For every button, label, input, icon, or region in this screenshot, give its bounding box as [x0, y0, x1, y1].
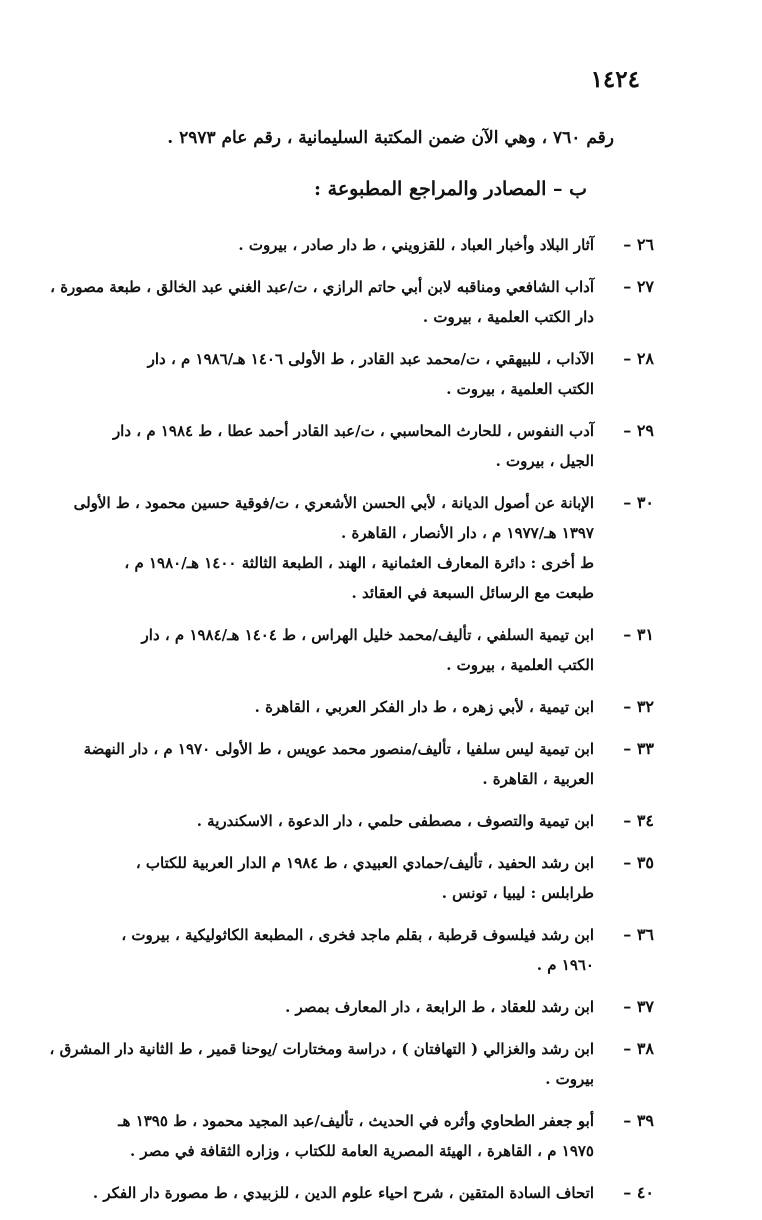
section-heading: ب – المصادر والمراجع المطبوعة :	[314, 178, 587, 200]
entry-number: ٣٩ –	[623, 1111, 654, 1130]
entry-line: ابن تيمية السلفي ، تأليف/محمد خليل الهراس ، ط ١٤٠٤ هـ/١٩٨٤ م ، دار	[141, 626, 594, 644]
entry-line: الجيل ، بيروت .	[495, 452, 594, 470]
entry-line: دار الكتب العلمية ، بيروت .	[422, 308, 594, 326]
entry-line: ١٩٧٥ م ، القاهرة ، الهيئة المصرية العامة للكتاب ، وزاره الثقافة في مصر .	[129, 1142, 594, 1160]
bibliography-entry	[94, 848, 654, 908]
bibliography-entry	[50, 272, 654, 332]
entry-line: آدب النفوس ، للحارث المحاسبي ، ت/عبد القادر أحمد عطا ، ط ١٩٨٤ م ، دار	[112, 422, 594, 440]
entry-line: ابن تيمية ليس سلفيا ، تأليف/منصور محمد عويس ، ط الأولى ١٩٧٠ م ، دار النهضة	[83, 740, 594, 758]
entry-number: ٢٧ –	[623, 277, 654, 296]
bibliography-entry	[94, 920, 654, 980]
entry-line: ابن تيمية والتصوف ، مصطفى حلمي ، دار الدعوة ، الاسكندرية .	[196, 812, 594, 830]
bibliography-entry	[83, 734, 654, 794]
entry-number: ٢٩ –	[623, 421, 654, 440]
entry-line: ط أخرى : دائرة المعارف العثمانية ، الهند ، الطبعة الثالثة ١٤٠٠ هـ/١٩٨٠ م ،	[124, 554, 594, 572]
entry-number: ٢٦ –	[623, 235, 654, 254]
entry-line: العربية ، القاهرة .	[482, 770, 594, 788]
page-number: ١٤٢٤	[590, 66, 640, 93]
entry-line: الكتب العلمية ، بيروت .	[446, 380, 594, 398]
bibliography-entry	[94, 1106, 654, 1166]
bibliography-entry	[94, 806, 654, 836]
entry-number: ٣٢ –	[623, 697, 654, 716]
entry-number: ٣٠ –	[623, 493, 654, 512]
entry-number: ٣٦ –	[623, 925, 654, 944]
bibliography-entry	[94, 230, 654, 260]
entry-line: ابن رشد فيلسوف قرطبة ، بقلم ماجد فخرى ، المطبعة الكاثوليكية ، بيروت ،	[121, 926, 594, 944]
bibliography-entry	[94, 416, 654, 476]
bibliography-entry	[49, 1034, 654, 1094]
bibliography-entry	[94, 344, 654, 404]
entry-number: ٣٨ –	[623, 1039, 654, 1058]
entry-line: ابن رشد والغزالي ( التهافتان ) ، دراسة ومختارات /يوحنا قمير ، ط الثانية دار المشرق ،	[49, 1040, 594, 1058]
entry-line: الإبانة عن أصول الديانة ، لأبي الحسن الأشعري ، ت/فوقية حسين محمود ، ط الأولى	[73, 494, 594, 512]
entry-line: آداب الشافعي ومناقبه لابن أبي حاتم الرازي ، ت/عبد الغني عبد الخالق ، طبعة مصورة ،	[50, 278, 594, 296]
entry-line: آثار البلاد وأخبار العباد ، للقزويني ، ط دار صادر ، بيروت .	[238, 236, 594, 254]
bibliography-entry	[94, 1178, 654, 1208]
entry-number: ٣٧ –	[623, 997, 654, 1016]
entry-line: الآداب ، للبيهقي ، ت/محمد عبد القادر ، ط الأولى ١٤٠٦ هـ/١٩٨٦ م ، دار	[147, 350, 594, 368]
entry-line: ابن رشد للعقاد ، ط الرابعة ، دار المعارف بمصر .	[285, 998, 594, 1016]
entry-line: الكتب العلمية ، بيروت .	[446, 656, 594, 674]
bibliography-list	[49, 230, 654, 1220]
entry-line: ابن رشد الحفيد ، تأليف/حمادي العبيدي ، ط ١٩٨٤ م الدار العربية للكتاب ،	[135, 854, 594, 872]
entry-number: ٣١ –	[623, 625, 654, 644]
bibliography-entry	[73, 488, 654, 608]
entry-line: طبعت مع الرسائل السبعة في العقائد .	[351, 584, 594, 602]
bibliography-entry	[94, 692, 654, 722]
bibliography-entry	[94, 992, 654, 1022]
entry-line: طرابلس : ليبيا ، تونس .	[441, 884, 594, 902]
entry-number: ٣٣ –	[623, 739, 654, 758]
entry-line: ١٣٩٧ هـ/١٩٧٧ م ، دار الأنصار ، القاهرة .	[341, 524, 594, 542]
entry-line: ١٩٦٠ م .	[536, 956, 594, 974]
entry-line: بيروت .	[545, 1070, 594, 1088]
entry-number: ٤٠ –	[623, 1183, 654, 1202]
entry-number: ٣٥ –	[623, 853, 654, 872]
intro-line: رقم ٧٦٠ ، وهي الآن ضمن المكتبة السليمانية ، رقم عام ٢٩٧٣ .	[167, 128, 614, 148]
entry-line: ابن تيمية ، لأبي زهره ، ط دار الفكر العربي ، القاهرة .	[254, 698, 594, 716]
bibliography-entry	[94, 620, 654, 680]
entry-number: ٣٤ –	[623, 811, 654, 830]
entry-number: ٢٨ –	[623, 349, 654, 368]
entry-line: أبو جعفر الطحاوي وأثره في الحديث ، تأليف/عبد المجيد محمود ، ط ١٣٩٥ هـ	[118, 1112, 594, 1130]
entry-line: اتحاف السادة المتقين ، شرح احياء علوم الدين ، للزبيدي ، ط مصورة دار الفكر .	[92, 1184, 594, 1202]
